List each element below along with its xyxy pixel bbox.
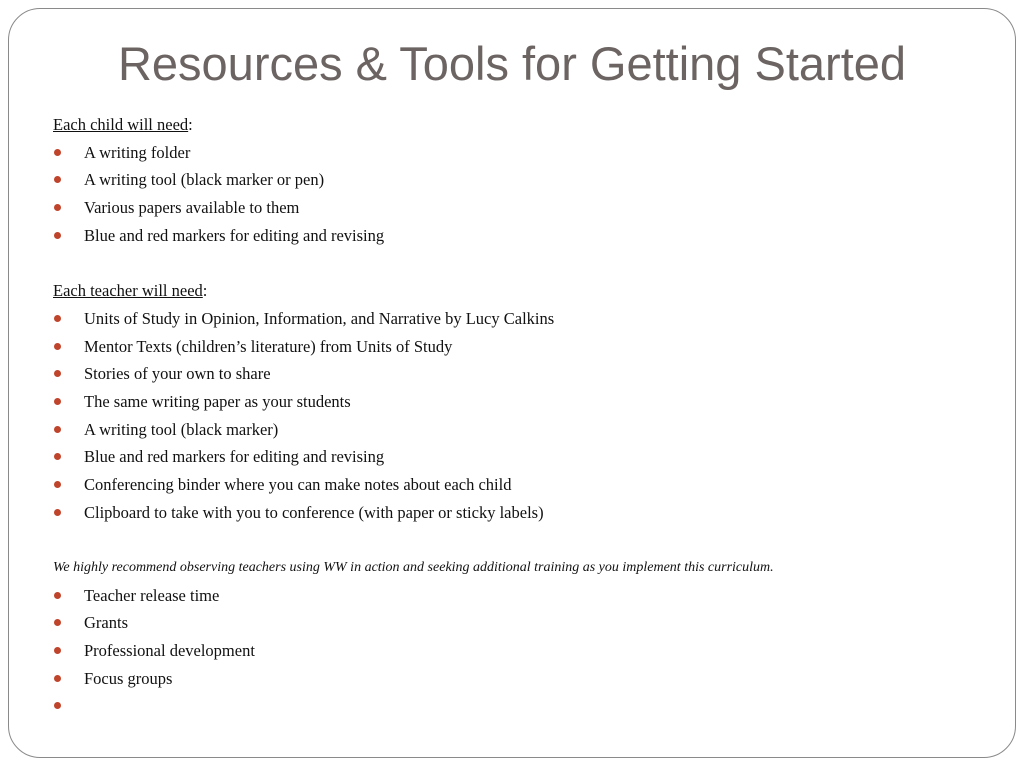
teacher-item-text: Blue and red markers for editing and revising bbox=[84, 447, 385, 467]
recommendation-item-2 bbox=[53, 609, 973, 637]
teacher-item-3 bbox=[53, 360, 973, 388]
recommendation-item-5 bbox=[53, 692, 973, 720]
teacher-item-text: A writing tool (black marker) bbox=[84, 419, 279, 439]
bullet-icon bbox=[54, 149, 61, 156]
slide-title: Resources & Tools for Getting Started bbox=[117, 37, 907, 90]
child-item-text: A writing folder bbox=[84, 142, 191, 162]
teacher-heading-text: Each teacher will need bbox=[53, 281, 203, 301]
slide-body bbox=[53, 111, 973, 720]
child-section-heading bbox=[53, 111, 973, 139]
child-item-3 bbox=[53, 194, 973, 222]
child-item-2 bbox=[53, 166, 973, 194]
bullet-icon bbox=[54, 426, 61, 433]
bullet-icon bbox=[54, 204, 61, 211]
bullet-icon bbox=[54, 343, 61, 350]
recommendation-note: We highly recommend observing teachers using WW in action and seeking additional training as you implement this curriculum. bbox=[53, 560, 774, 575]
teacher-item-2 bbox=[53, 333, 973, 361]
child-item-text: Blue and red markers for editing and revising bbox=[84, 225, 385, 245]
bullet-icon bbox=[54, 619, 61, 626]
teacher-item-text: Units of Study in Opinion, Information, and Narrative by Lucy Calkins bbox=[84, 308, 555, 328]
section-spacer bbox=[53, 526, 973, 554]
bullet-icon bbox=[54, 481, 61, 488]
teacher-item-8 bbox=[53, 499, 973, 527]
bullet-icon bbox=[54, 647, 61, 654]
bullet-icon bbox=[54, 398, 61, 405]
bullet-icon bbox=[54, 176, 61, 183]
recommendation-item-text: Teacher release time bbox=[84, 585, 220, 605]
recommendation-item-4 bbox=[53, 665, 973, 693]
child-item-1 bbox=[53, 139, 973, 167]
teacher-item-text: Clipboard to take with you to conference (with paper or sticky labels) bbox=[84, 502, 544, 522]
bullet-icon bbox=[54, 592, 61, 599]
section-spacer bbox=[53, 249, 973, 277]
teacher-heading-colon: : bbox=[202, 281, 208, 301]
bullet-icon bbox=[54, 509, 61, 516]
teacher-item-4 bbox=[53, 388, 973, 416]
child-item-text: Various papers available to them bbox=[84, 198, 300, 218]
bullet-icon bbox=[54, 675, 61, 682]
bullet-icon bbox=[54, 315, 61, 322]
teacher-item-text: Conferencing binder where you can make notes about each child bbox=[84, 474, 512, 494]
teacher-item-6 bbox=[53, 443, 973, 471]
bullet-icon bbox=[54, 370, 61, 377]
recommendation-item-text: Professional development bbox=[84, 641, 255, 661]
child-heading-colon: : bbox=[188, 115, 193, 134]
teacher-item-7 bbox=[53, 471, 973, 499]
recommendation-item-text: Focus groups bbox=[84, 668, 173, 688]
teacher-item-text: Stories of your own to share bbox=[84, 364, 271, 384]
child-heading-text: Each child will need bbox=[53, 115, 189, 134]
recommendation-item-text: Grants bbox=[84, 613, 128, 633]
child-item-4 bbox=[53, 222, 973, 250]
bullet-icon bbox=[54, 702, 61, 709]
child-item-text: A writing tool (black marker or pen) bbox=[84, 170, 325, 190]
teacher-item-text: Mentor Texts (children’s literature) from Units of Study bbox=[84, 336, 453, 356]
teacher-item-text: The same writing paper as your students bbox=[84, 391, 351, 411]
bullet-icon bbox=[54, 453, 61, 460]
bullet-icon bbox=[54, 232, 61, 239]
recommendation-item-3 bbox=[53, 637, 973, 665]
teacher-section-heading bbox=[53, 277, 973, 305]
teacher-item-5 bbox=[53, 416, 973, 444]
teacher-item-1 bbox=[53, 305, 973, 333]
recommendation-item-1 bbox=[53, 582, 973, 610]
